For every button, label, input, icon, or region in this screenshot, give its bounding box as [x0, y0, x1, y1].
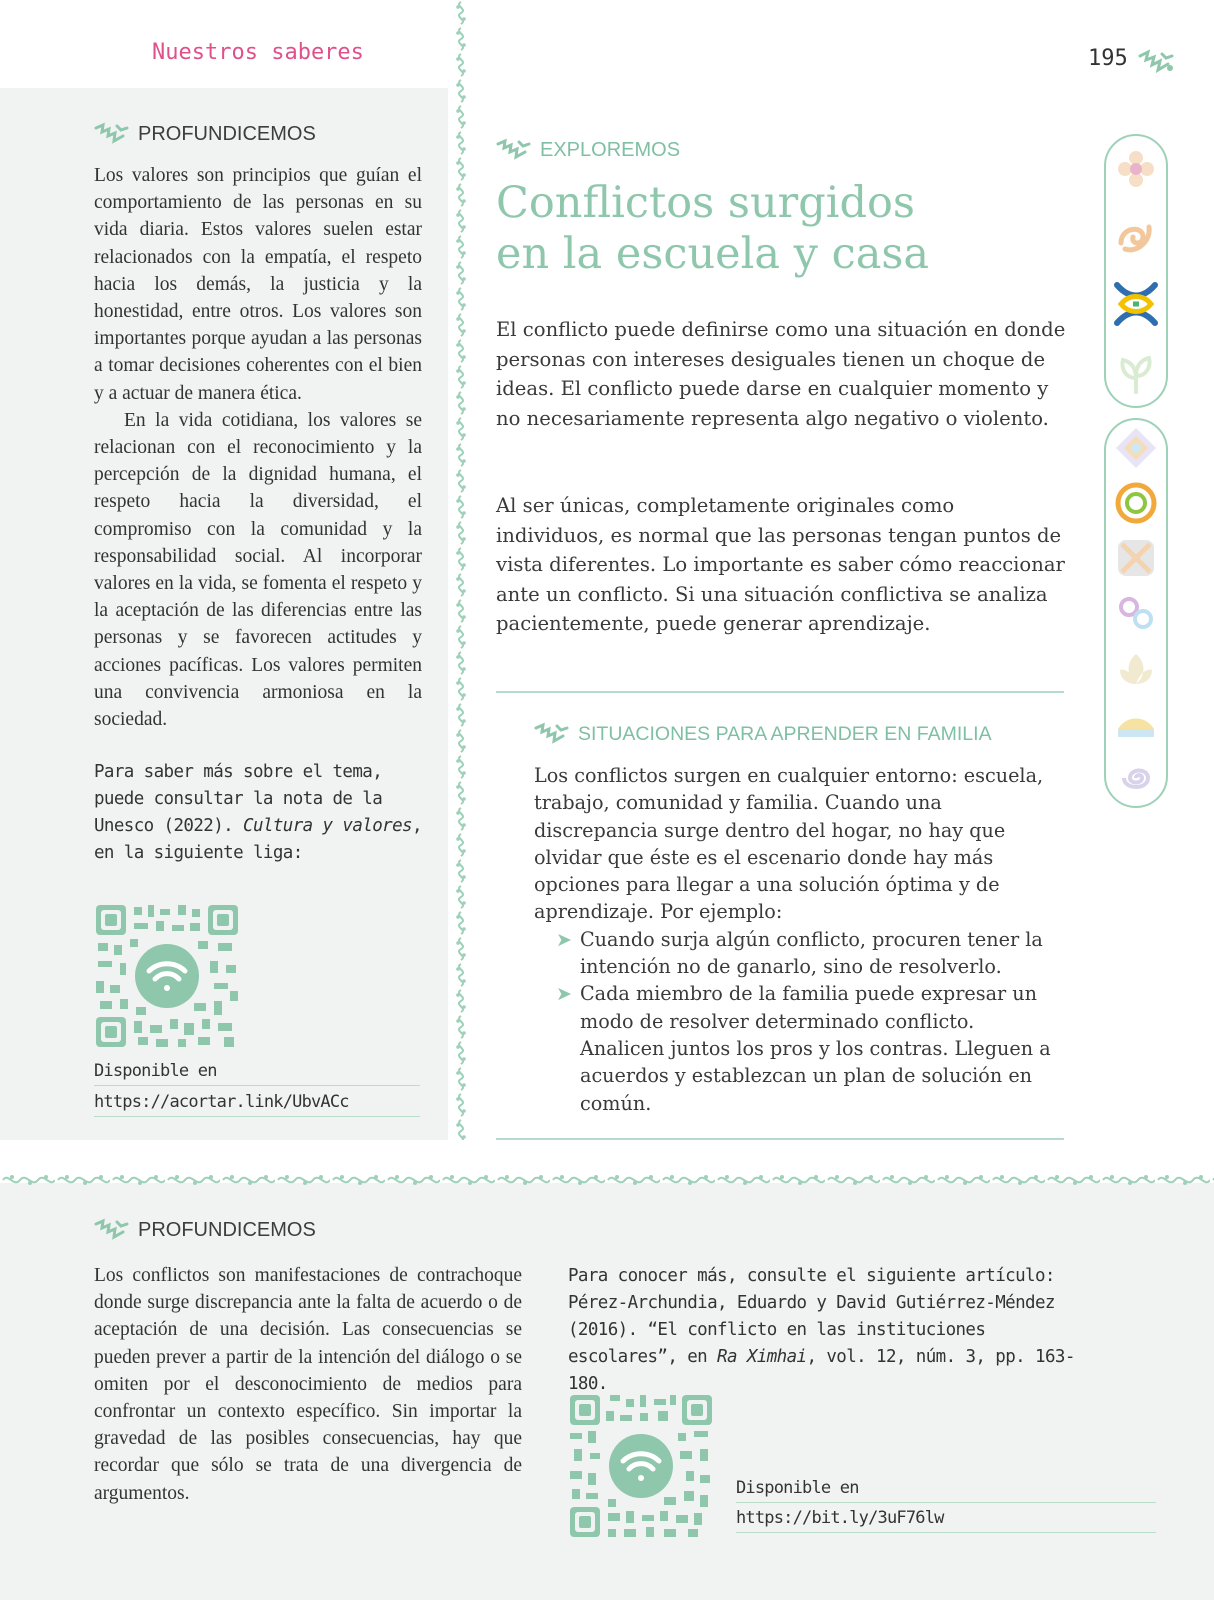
intro-paragraph: Al ser únicas, completamente originales como individuos, es normal que las personas tengan puntos de vista diferentes. Lo importante es saber cómo reaccionar ante un conflicto. Si una situación conflictiva se analiza pacientemente, puede generar aprendizaje.	[496, 494, 1065, 635]
bottom-section-heading	[94, 1218, 316, 1242]
swirl-icon[interactable]	[1113, 213, 1159, 259]
qr-code-icon[interactable]	[94, 903, 240, 1049]
vertical-ornament-border	[452, 0, 470, 1140]
note-text: Para saber más sobre el tema, puede consultar la nota de la Unesco (2022).	[94, 762, 383, 836]
plant-icon[interactable]	[1113, 350, 1159, 396]
glyph-icon	[1138, 48, 1176, 76]
available-label: Disponible en	[736, 1478, 1156, 1503]
list-item	[556, 926, 1064, 981]
axis-icons	[1104, 418, 1168, 808]
intro-paragraph: El conflicto puede definirse como una situación en donde personas con intereses desiguales tienen un choque de ideas. El conflicto puede darse en cualquier momento y no necesariamente representa algo negativo o violento.	[496, 318, 1066, 430]
section-label: PROFUNDICEMOS	[138, 1218, 316, 1241]
paragraph: Los conflictos surgen en cualquier entorno: escuela, trabajo, comunidad y familia. Cuando una discrepancia surge dentro del hogar, no hay que olvidar que éste es el escenario donde hay más opciones para llegar a una solución óptima y de aprendizaje. Por ejemplo:	[534, 764, 1044, 924]
bullet-list	[534, 926, 1064, 1117]
paragraph: Los conflictos son manifestaciones de contrachoque donde surge discrepancia ante la falta de acuerdo o de aceptación de una decisión. Las consecuencias se pueden prever a partir de la intención del diálogo o se omiten por el desconocimiento de medios para confrontar un contexto específico. Sin importar la gravedad de las posibles consecuencias, hay que recordar que sólo se trata de una divergencia de argumentos.	[94, 1265, 522, 1504]
glyph-icon	[94, 1218, 130, 1242]
family-body	[534, 762, 1064, 1117]
section-label: SITUACIONES PARA APRENDER EN FAMILIA	[578, 722, 992, 745]
left-reference-note	[94, 759, 434, 867]
paragraph: En la vida cotidiana, los valores se relacionan con el reconocimiento y la percepción de la dignidad humana, el respeto hacia la diversidad, el compromiso con la comunidad y la responsabilidad social. Al incorporar valores en la vida, se fomenta el respeto y la aceptación de las diferencias entre las personas y se favorecen actitudes y acciones pacíficas. Los valores permiten una convivencia armoniosa en la sociedad.	[94, 409, 422, 731]
people-icon[interactable]	[1111, 279, 1161, 329]
resource-link[interactable]: https://bit.ly/3uF76lw	[736, 1508, 1156, 1533]
list-item-text: Cada miembro de la familia puede expresar un modo de resolver determinado conflicto. Analicen juntos los pros y los contras. Lleguen a acuerdos y establezcan un plan de solución en común.	[580, 982, 1051, 1115]
paragraph: Los valores son principios que guían el comportamiento de las personas en su vida diaria. Estos valores suelen estar relacionados con la empatía, el respeto hacia los demás, la justicia y la honestidad, entre otros. Los valores son importantes porque ayudan a las personas a tomar decisiones coherentes con el bien y a actuar de manera ética.	[94, 165, 422, 404]
glyph-icon	[534, 722, 570, 746]
glyph-icon	[94, 122, 130, 146]
target-icon[interactable]	[1114, 481, 1158, 525]
glyph-icon	[496, 138, 532, 162]
running-title: Nuestros saberes	[152, 40, 364, 65]
left-body-text	[94, 162, 422, 733]
note-title: Cultura y valores	[243, 816, 412, 836]
main-section-heading	[496, 138, 680, 162]
page-title	[496, 178, 929, 280]
cross-icon[interactable]	[1114, 536, 1158, 580]
diamond-icon[interactable]	[1114, 426, 1158, 470]
note-text: , vol. 12, núm. 3, pp. 163-180.	[568, 1347, 1075, 1394]
flower-icon[interactable]	[1113, 146, 1159, 192]
arrow-bullet-icon: ➤	[556, 927, 573, 951]
divider	[496, 1138, 1064, 1140]
note-title: Ra Ximhai	[717, 1347, 807, 1367]
page-number: 195	[1088, 46, 1128, 71]
landscape-icon[interactable]	[1114, 701, 1158, 745]
arrow-bullet-icon: ➤	[556, 982, 573, 1006]
available-label: Disponible en	[94, 1061, 420, 1086]
title-line: en la escuela y casa	[496, 229, 930, 279]
formative-fields-column	[1104, 134, 1168, 408]
link-icon[interactable]	[1114, 591, 1158, 635]
horizontal-ornament-border	[0, 1170, 1214, 1190]
note-text: , en la siguiente liga:	[94, 816, 422, 863]
bottom-reference-note	[568, 1263, 1078, 1398]
list-item-text: Cuando surja algún conflicto, procuren tener la intención no de ganarlo, sino de resolverlo.	[580, 927, 1043, 979]
qr-code-icon[interactable]	[568, 1393, 714, 1539]
note-text: Para conocer más, consulte el siguiente artículo: Pérez-Archundia, Eduardo y David Gutiérrez-Méndez (2016). “El conflicto en las instituciones escolares”, en	[568, 1266, 1055, 1367]
family-section-heading	[534, 722, 992, 746]
divider	[496, 691, 1064, 693]
title-line: Conflictos surgidos	[496, 178, 915, 228]
lotus-icon[interactable]	[1114, 646, 1158, 690]
bottom-body-text	[94, 1262, 522, 1507]
spiral-icon[interactable]	[1114, 756, 1158, 800]
list-item	[556, 980, 1064, 1116]
section-label: EXPLOREMOS	[540, 138, 681, 161]
left-section-heading	[94, 122, 316, 146]
section-label: PROFUNDICEMOS	[138, 122, 316, 145]
resource-link[interactable]: https://acortar.link/UbvACc	[94, 1092, 420, 1117]
